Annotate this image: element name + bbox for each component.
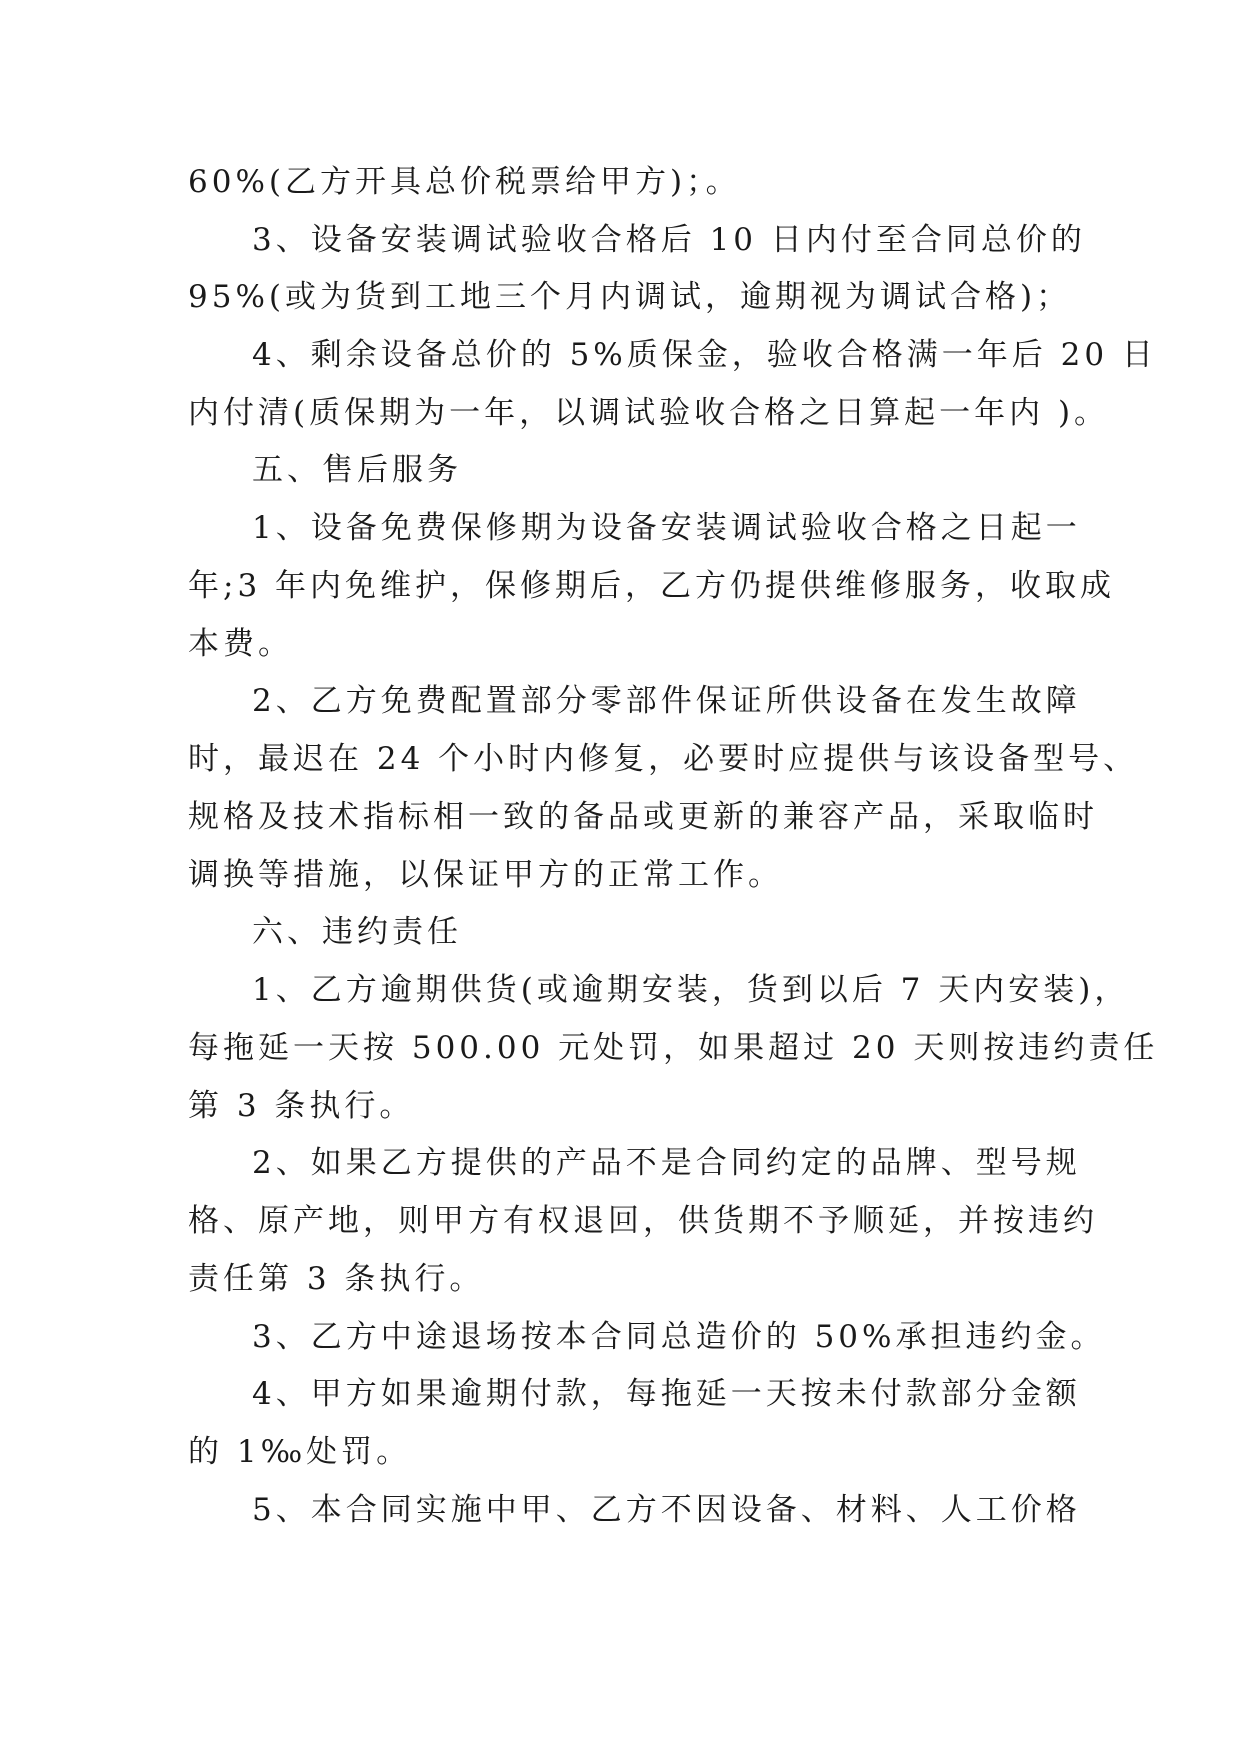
text-line: 年;3 年内免维护，保修期后，乙方仍提供维修服务，收取成	[188, 568, 1116, 604]
text-line: 4、剩余设备总价的 5%质保金，验收合格满一年后 20 日	[252, 337, 1157, 373]
section-heading: 六、违约责任	[252, 914, 462, 950]
text-line: 调换等措施，以保证甲方的正常工作。	[188, 857, 783, 893]
text-line: 3、设备安装调试验收合格后 10 日内付至合同总价的	[252, 222, 1086, 258]
text-line: 每拖延一天按 500.00 元处罚，如果超过 20 天则按违约责任	[188, 1030, 1159, 1066]
text-line: 的 1‰处罚。	[188, 1434, 412, 1470]
text-line: 时，最迟在 24 个小时内修复，必要时应提供与该设备型号、	[188, 741, 1139, 777]
text-line: 格、原产地，则甲方有权退回，供货期不予顺延，并按违约	[188, 1203, 1098, 1239]
text-line: 规格及技术指标相一致的备品或更新的兼容产品，采取临时	[188, 799, 1098, 835]
section-heading: 五、售后服务	[252, 452, 462, 488]
text-line: 95%(或为货到工地三个月内调试，逾期视为调试合格)；	[188, 279, 1072, 315]
text-line: 2、如果乙方提供的产品不是合同约定的品牌、型号规	[252, 1145, 1081, 1181]
text-line: 4、甲方如果逾期付款，每拖延一天按未付款部分金额	[252, 1376, 1081, 1412]
text-line: 60%(乙方开具总价税票给甲方)；。	[188, 164, 741, 200]
text-line: 1、设备免费保修期为设备安装调试验收合格之日起一	[252, 510, 1081, 546]
text-line: 责任第 3 条执行。	[188, 1261, 485, 1297]
text-line: 本费。	[188, 626, 293, 662]
text-line: 3、乙方中途退场按本合同总造价的 50%承担违约金。	[252, 1319, 1106, 1355]
text-line: 5、本合同实施中甲、乙方不因设备、材料、人工价格	[252, 1492, 1081, 1528]
text-line: 2、乙方免费配置部分零部件保证所供设备在发生故障	[252, 683, 1081, 719]
text-line: 内付清(质保期为一年，以调试验收合格之日算起一年内 )。	[188, 395, 1110, 431]
text-line: 第 3 条执行。	[188, 1088, 415, 1124]
text-line: 1、乙方逾期供货(或逾期安装，货到以后 7 天内安装)，	[252, 972, 1130, 1008]
